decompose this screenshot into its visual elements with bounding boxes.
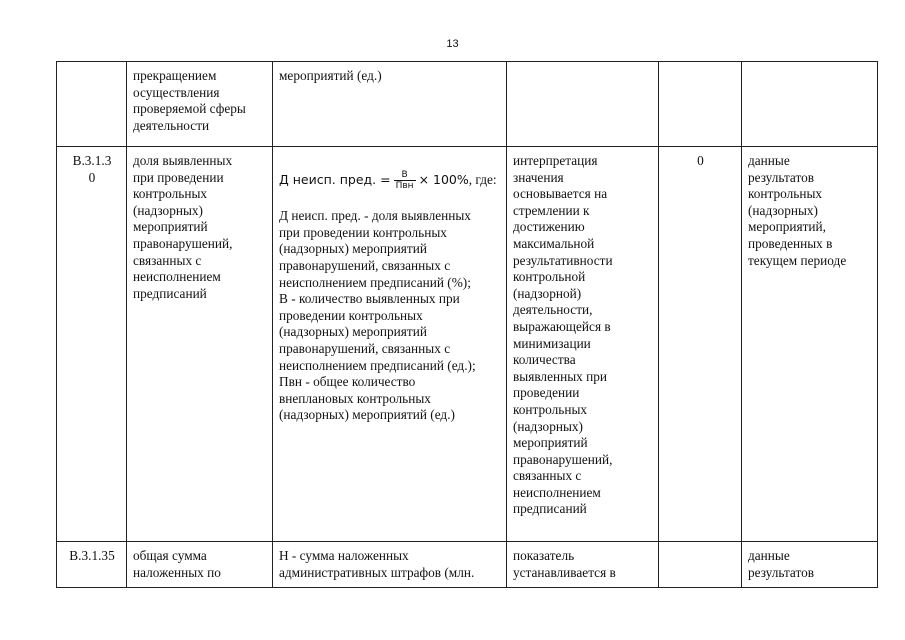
formula-fraction bbox=[394, 170, 416, 191]
indicators-table bbox=[56, 61, 878, 588]
indicator-code-cell bbox=[57, 62, 127, 147]
indicator-name-cell: общая сумма наложенных по bbox=[127, 542, 273, 588]
formula-denominator: Пвн bbox=[395, 180, 414, 191]
interpretation-cell: интерпретация значения основывается на стремлении к достижению максимальной результативности контрольной (надзорной) деятельности, выражающейся в минимизации количества выявленных при проведении контрольных (надзорных) мероприятий правонарушений, связанных с неисполнением предписаний bbox=[507, 147, 659, 542]
formula-tail: , где: bbox=[468, 171, 497, 187]
formula-definitions: Д неисп. пред. - доля выявленных при проведении контрольных (надзорных) мероприятий правонарушений, связанных с неисполнением предписаний (%); В - количество выявленных при проведении контрольных (надзорных) мероприятий правонарушений, связанных с неисполнением предписаний (ед.); Пвн - общее количество внеплановых контрольных (надзорных) мероприятий (ед.) bbox=[279, 208, 476, 423]
target-value-cell bbox=[659, 62, 742, 147]
formula-numerator: В bbox=[401, 169, 408, 180]
formula-cell bbox=[273, 147, 507, 542]
data-source-cell: данные результатов bbox=[742, 542, 878, 588]
table-row bbox=[57, 62, 878, 147]
indicator-name-cell: доля выявленных при проведении контрольных (надзорных) мероприятий правонарушений, связанных с неисполнением предписаний bbox=[127, 147, 273, 542]
table-row bbox=[57, 147, 878, 542]
formula-cell: Н - сумма наложенных административных штрафов (млн. bbox=[273, 542, 507, 588]
formula-rhs: × 100% bbox=[418, 171, 469, 187]
target-value-cell bbox=[659, 542, 742, 588]
table-row bbox=[57, 542, 878, 588]
page-number: 13 bbox=[446, 38, 459, 50]
data-source-cell bbox=[742, 62, 878, 147]
interpretation-cell bbox=[507, 62, 659, 147]
formula-lhs: Д неисп. пред. = bbox=[279, 171, 391, 187]
indicator-name-cell: прекращением осуществления проверяемой сферы деятельности bbox=[127, 62, 273, 147]
target-value-cell: 0 bbox=[659, 147, 742, 542]
formula-cell: мероприятий (ед.) bbox=[273, 62, 507, 147]
formula-expression bbox=[279, 170, 501, 191]
indicator-code-cell: В.3.1.35 bbox=[57, 542, 127, 588]
indicator-code-cell: В.3.1.3 0 bbox=[57, 147, 127, 542]
interpretation-cell: показатель устанавливается в bbox=[507, 542, 659, 588]
data-source-cell: данные результатов контрольных (надзорных) мероприятий, проведенных в текущем периоде bbox=[742, 147, 878, 542]
